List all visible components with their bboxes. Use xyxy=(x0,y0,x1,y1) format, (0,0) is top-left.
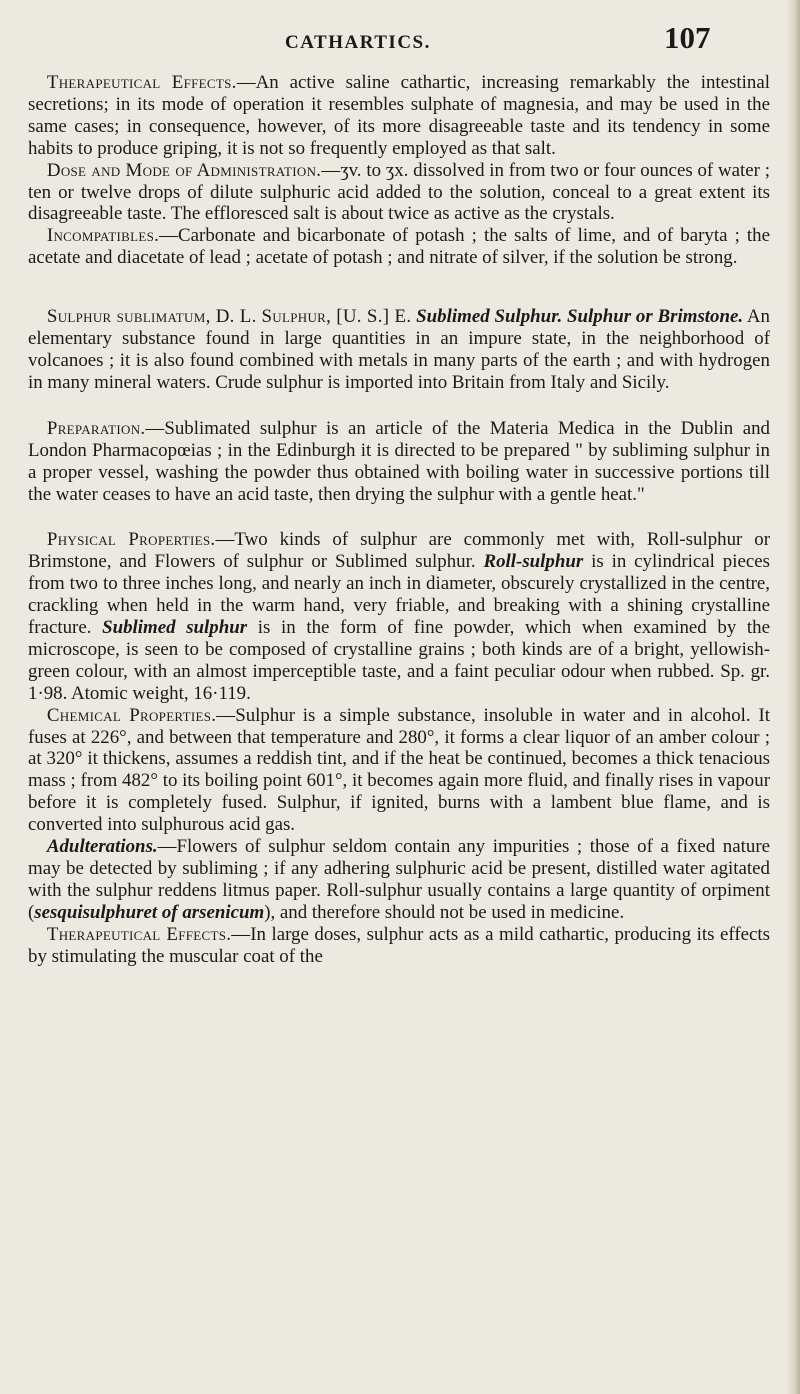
section-heading: Therapeutical Effects. xyxy=(46,923,232,945)
paragraph-text: ), and therefore should not be used in medicine. xyxy=(264,901,625,923)
page-body xyxy=(28,72,770,968)
paragraph-text: An elementary substance found in large quantities in an impure state, in the neighborhood of volcanoes ; it is also found combined with metals in many parts of the earth ; and with hydrogen in many mineral waters. Crude sulphur is imported into Britain from Italy and Sicily. xyxy=(28,306,770,393)
paragraph-therapeutical-effects-2 xyxy=(28,924,770,968)
paragraph-gap xyxy=(28,505,770,529)
entry-heading: Sulphur sublimatum, D. L. xyxy=(46,306,257,328)
paragraph-text: is in cylindrical pieces from two to three inches long, and nearly an inch in diameter, obscurely crystallized in the centre, crackling when held in the warm hand, very friable, and breaking with a shining crystalline fracture. xyxy=(28,551,770,639)
paragraph-text: is in the form of fine powder, which when examined by the microscope, is seen to be composed of crystalline grains ; both kinds are of a bright, yellowish-green colour, with an almost imperceptible taste, and a faint peculiar odour when rubbed. Sp. gr. 1·98. Atomic weight, 16·119. xyxy=(28,617,770,704)
paragraph-text: —Two kinds of sulphur are commonly met with, Roll-sulphur or Brimstone, and Flowers of sulphur or Sublimed sulphur. xyxy=(28,529,770,573)
paragraph-preparation xyxy=(28,418,770,506)
paragraph-therapeutical-effects xyxy=(28,72,770,160)
page-number: 107 xyxy=(664,20,711,55)
section-heading: Therapeutical Effects. xyxy=(46,72,237,93)
paragraph-text: —Sublimated sulphur is an article of the Materia Medica in the Dublin and London Pharmacopœias ; in the Edinburgh it is directed to be prepared " by subliming sulphur in a proper vessel, washing the powder thus obtained with boiling water in successive portions till the water ceases to have an acid taste, then drying the sulphur with a gentle heat." xyxy=(28,417,770,505)
italic-term: Sublimed sulphur xyxy=(102,617,248,639)
section-heading: Physical Properties. xyxy=(46,529,216,551)
paragraph-sulphur-intro xyxy=(28,306,770,394)
section-heading: Preparation. xyxy=(46,417,146,439)
section-gap xyxy=(28,269,770,306)
paragraph-text: —In large doses, sulphur acts as a mild cathartic, producing its effects by stimulating the muscular coat of the xyxy=(28,923,770,967)
paragraph-chemical-properties xyxy=(28,705,770,836)
section-heading: Adulterations. xyxy=(46,836,158,858)
running-title: CATHARTICS. xyxy=(285,32,431,53)
paragraph-physical-properties xyxy=(28,529,770,704)
entry-heading-alt: Sulphur, [U. S.] E. xyxy=(261,306,412,328)
paragraph-adulterations xyxy=(28,836,770,924)
paragraph-text: —An active saline cathartic, increasing remarkably the intestinal secretions; in its mode of operation it resembles sulphate of magnesia, and may be used in the same cases; in consequence, however, of its more disagreeable taste and its tendency in some habits to produce griping, it is not so frequently employed as that salt. xyxy=(28,72,770,159)
section-heading: Incompatibles. xyxy=(46,225,160,247)
section-heading: Dose and Mode of Administration. xyxy=(46,159,322,181)
paragraph-text: —Sulphur is a simple substance, insoluble in water and in alcohol. It fuses at 226°, and between that temperature and 280°, it forms a clear liquor of an amber colour ; at 320° it thickens, assumes a reddish tint, and if the heat be continued, becomes a thick tenacious mass ; from 482° to its boiling point 601°, it becomes again more fluid, and finally rises in vapour before it is completely fused. Sulphur, if ignited, burns with a lambent blue flame, and is converted into sulphurous acid gas. xyxy=(28,704,770,836)
paragraph-gap xyxy=(28,394,770,418)
entry-italic-names: Sublimed Sulphur. Sulphur or Brimstone. xyxy=(416,306,744,328)
italic-term: sesquisulphuret of arsenicum xyxy=(34,901,265,923)
page-header xyxy=(0,20,800,54)
paragraph-text: —Flowers of sulphur seldom contain any impurities ; those of a fixed nature may be detected by subliming ; if any adhering sulphuric acid be present, distilled water agitated with the sulphur reddens litmus paper. Roll-sulphur usually contains a large quantity of orpiment ( xyxy=(28,836,770,923)
paragraph-dose xyxy=(28,160,770,226)
paragraph-incompatibles xyxy=(28,225,770,269)
section-heading: Chemical Properties. xyxy=(46,704,217,726)
paragraph-text: —Carbonate and bicarbonate of potash ; the salts of lime, and of baryta ; the acetate and diacetate of lead ; acetate of potash ; and nitrate of silver, if the solution be strong. xyxy=(28,225,770,269)
page-edge-shadow xyxy=(786,0,800,1394)
paragraph-text: —ʒv. to ʒx. dissolved in from two or four ounces of water ; ten or twelve drops of dilute sulphuric acid added to the solution, conceal to a great extent its disagreeable taste. The effloresced salt is about twice as active as the crystals. xyxy=(28,159,770,225)
italic-term: Roll-sulphur xyxy=(483,551,584,573)
